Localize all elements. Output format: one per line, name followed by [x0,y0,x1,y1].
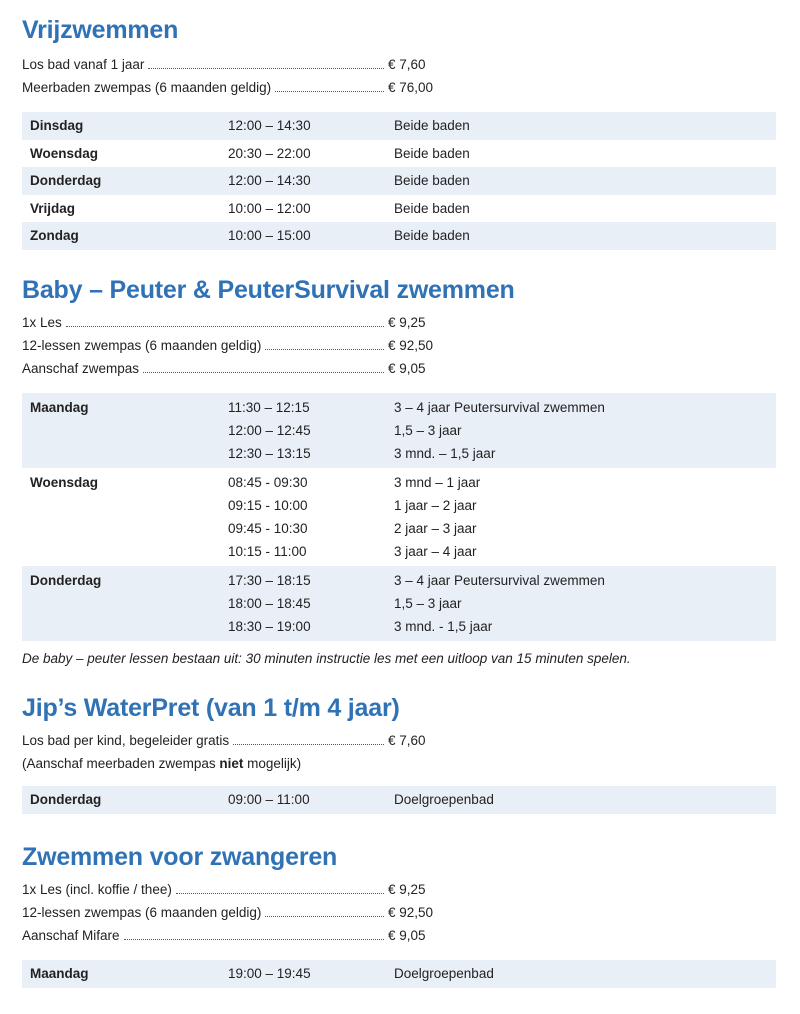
section-jips-waterpret [22,693,776,814]
schedule-row [22,222,776,250]
schedule-times [228,468,394,566]
price-row [22,924,776,947]
schedule-time: 11:30 – 12:15 [228,400,310,415]
price-label: 1x Les (incl. koffie / thee) [22,882,172,897]
price-row [22,311,776,334]
schedule-table [22,112,776,250]
price-row [22,729,776,752]
schedule-time: 12:00 – 14:30 [228,112,394,140]
schedule-info: Beide baden [394,145,470,161]
price-value: € 9,05 [388,928,426,943]
schedule-row [22,786,776,814]
schedule-row [22,566,776,641]
schedule-time: 18:30 – 19:00 [228,619,311,634]
price-list [22,311,776,380]
price-label: Meerbaden zwempas (6 maanden geldig) [22,80,272,95]
section-zwangeren [22,842,776,988]
price-label: Los bad per kind, begeleider gratis [22,733,230,748]
schedule-day: Dinsdag [22,112,228,140]
price-value: € 9,25 [388,315,426,330]
schedule-info: Beide baden [394,200,470,216]
section-title: Zwemmen voor zwangeren [22,843,338,871]
schedule-time: 10:15 - 11:00 [228,544,307,559]
price-label: Aanschaf zwempas [22,361,140,376]
schedule-time: 20:30 – 22:00 [228,145,311,161]
schedule-row [22,140,776,168]
section-baby-peuter [22,275,776,670]
schedule-day: Zondag [22,222,228,250]
schedule-day: Maandag [22,393,228,468]
price-list [22,729,776,752]
schedule-time: 12:30 – 13:15 [228,446,311,461]
schedule-time: 18:00 – 18:45 [228,596,311,611]
price-row [22,76,776,99]
price-value: € 9,25 [388,882,426,897]
schedule-info: Doelgroepenbad [394,786,776,814]
schedule-info: 3 mnd – 1 jaar [394,475,481,490]
schedule-row [22,468,776,566]
section-title: Jip’s WaterPret (van 1 t/m 4 jaar) [22,694,400,722]
section-title: Baby – Peuter & PeuterSurvival zwemmen [22,276,515,304]
dot-leader [66,326,384,327]
schedule-day: Donderdag [22,786,228,814]
schedule-info: 3 mnd. - 1,5 jaar [394,619,493,634]
price-label: Los bad vanaf 1 jaar [22,57,145,72]
note-text: mogelijk) [243,756,302,771]
schedule-day: Woensdag [30,475,99,490]
schedule-time: 08:45 - 09:30 [228,475,308,490]
dot-leader [176,893,384,894]
schedule-time: 09:00 – 11:00 [228,786,394,814]
lesson-note: De baby – peuter lessen bestaan uit: 30 minuten instructie les met een uitloop van 15 minuten spelen. [22,651,631,666]
price-row [22,53,776,76]
dot-leader [265,349,384,350]
schedule-info: Beide baden [394,167,776,195]
schedule-row [22,960,776,988]
schedule-info: 3 jaar – 4 jaar [394,544,477,559]
schedule-row [22,195,776,223]
schedule-time: 09:45 - 10:30 [228,521,308,536]
schedule-time: 10:00 – 15:00 [228,222,394,250]
schedule-table [22,393,776,641]
price-row [22,901,776,924]
schedule-day: Donderdag [22,167,228,195]
dot-leader [275,91,384,92]
schedule-info: 1 jaar – 2 jaar [394,498,477,513]
schedule-table [22,786,776,814]
price-list [22,53,776,99]
schedule-infos [394,566,776,641]
schedule-row [22,393,776,468]
price-row [22,878,776,901]
schedule-time: 12:00 – 14:30 [228,167,394,195]
schedule-times [228,393,394,468]
price-label: 12-lessen zwempas (6 maanden geldig) [22,338,262,353]
price-label: 12-lessen zwempas (6 maanden geldig) [22,905,262,920]
schedule-row [22,112,776,140]
schedule-time: 12:00 – 12:45 [228,423,311,438]
price-value: € 92,50 [388,905,434,920]
schedule-info: 2 jaar – 3 jaar [394,521,477,536]
dot-leader [148,68,384,69]
note-emphasis: niet [219,756,244,771]
schedule-table [22,960,776,988]
price-value: € 7,60 [388,733,426,748]
schedule-info: Beide baden [394,222,776,250]
price-list [22,878,776,947]
schedule-time: 10:00 – 12:00 [228,200,311,216]
dot-leader [143,372,384,373]
schedule-time: 09:15 - 10:00 [228,498,308,513]
schedule-times [228,566,394,641]
schedule-info: 3 – 4 jaar Peutersurvival zwemmen [394,573,605,588]
schedule-time: 19:00 – 19:45 [228,960,394,988]
schedule-day: Vrijdag [30,200,76,216]
schedule-info: Doelgroepenbad [394,960,776,988]
note-text: (Aanschaf meerbaden zwempas [22,756,220,771]
schedule-infos [394,393,776,468]
dot-leader [124,939,384,940]
price-row [22,357,776,380]
price-value: € 7,60 [388,57,426,72]
schedule-row [22,167,776,195]
price-value: € 92,50 [388,338,434,353]
section-title: Vrijzwemmen [22,16,179,44]
schedule-info: 3 mnd. – 1,5 jaar [394,446,496,461]
schedule-info: Beide baden [394,112,776,140]
zwempas-note [22,752,776,775]
schedule-day: Woensdag [30,145,99,161]
schedule-day: Maandag [22,960,228,988]
dot-leader [233,744,384,745]
schedule-info: 1,5 – 3 jaar [394,423,462,438]
schedule-infos [394,468,776,566]
price-value: € 9,05 [388,361,426,376]
price-label: Aanschaf Mifare [22,928,120,943]
section-vrijzwemmen [22,15,776,250]
price-label: 1x Les [22,315,62,330]
price-value: € 76,00 [388,80,434,95]
schedule-day: Donderdag [22,566,228,641]
schedule-time: 17:30 – 18:15 [228,573,311,588]
price-row [22,334,776,357]
schedule-info: 3 – 4 jaar Peutersurvival zwemmen [394,400,605,415]
schedule-info: 1,5 – 3 jaar [394,596,462,611]
dot-leader [265,916,384,917]
